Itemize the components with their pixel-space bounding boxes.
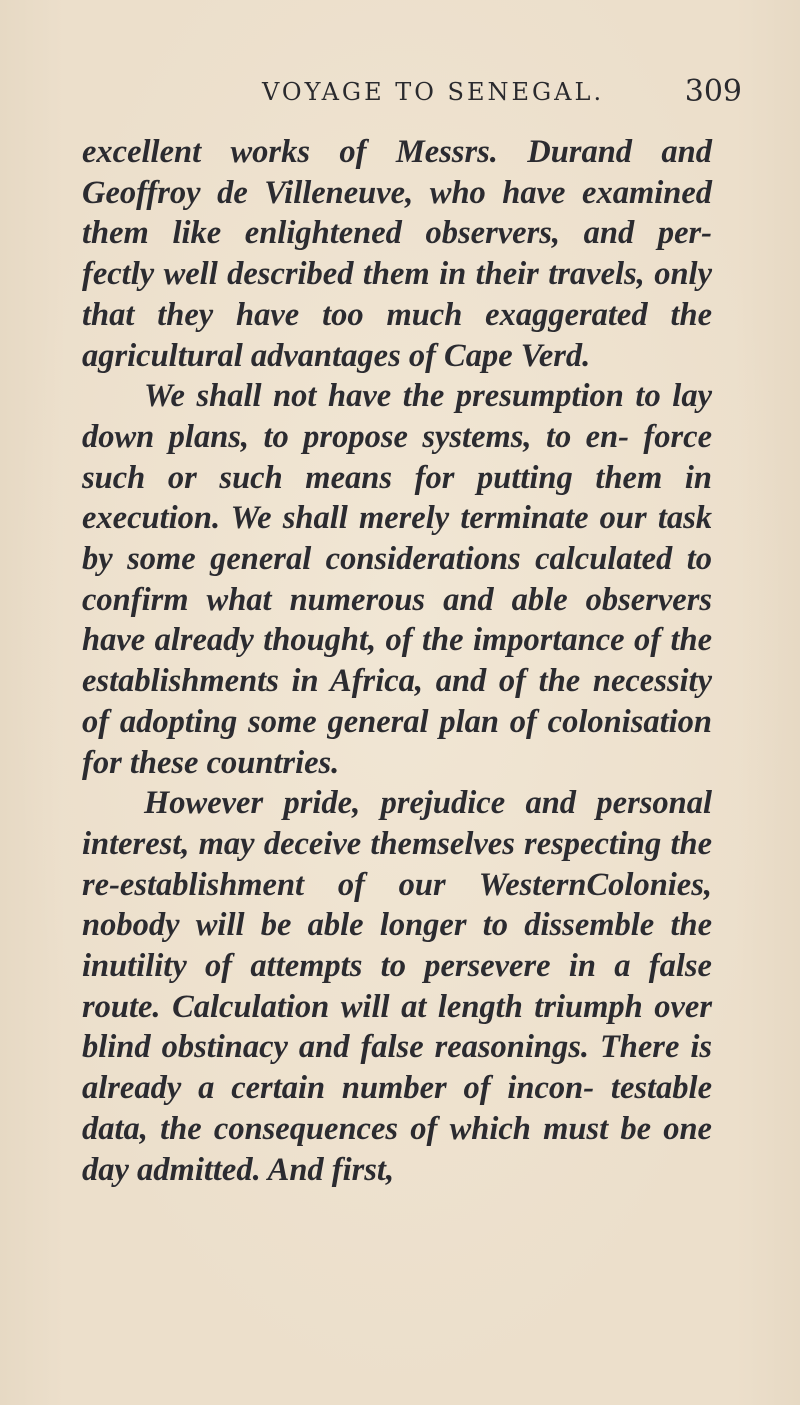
- paragraph-1: excellent works of Messrs. Durand and Geoffroy de Villeneuve, who have examined them like enlightened observers, and per- fectly well described them in their travels, only that they have too much exaggerated the agricultural advantages of Cape Verd.: [82, 134, 712, 374]
- page-header: [262, 74, 742, 118]
- paragraph-2: We shall not have the presumption to lay down plans, to propose systems, to en- force such or such means for putting them in execution. We shall merely terminate our task by some general considerations calculated to confirm what numerous and able observers have already thought, of the importance of the establishments in Africa, and of the necessity of adopting some general plan of colonisation for these countries.: [82, 378, 712, 781]
- body-text: [82, 132, 712, 1190]
- page-number: 309: [684, 74, 742, 109]
- running-head: VOYAGE TO SENEGAL.: [262, 78, 605, 106]
- paragraph-3: However pride, prejudice and personal interest, may deceive themselves respecting the re-establishment of our WesternColonies, nobody will be able longer to dissemble the inutility of attempts to persevere in a false route. Calculation will at length triumph over blind obstinacy and false reasonings. There is already a certain number of incon- testable data, the consequences of which must be one day admitted. And first,: [82, 785, 712, 1188]
